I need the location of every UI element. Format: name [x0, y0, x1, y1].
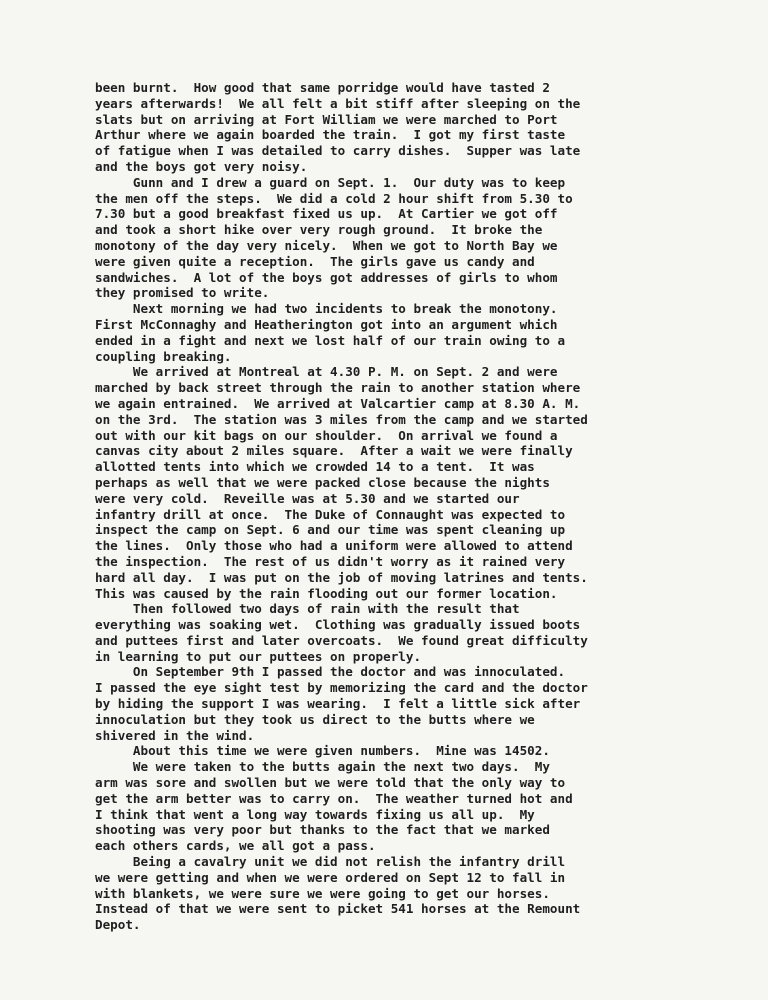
text-line: we were getting and when we were ordered on Sept 12 to fall in: [95, 869, 566, 885]
text-line: were very cold. Reveille was at 5.30 and we started our: [95, 490, 520, 506]
text-line: ended in a fight and next we lost half of our train owing to a: [95, 332, 566, 348]
text-line: monotony of the day very nicely. When we got to North Bay we: [95, 237, 558, 253]
text-line: I passed the eye sight test by memorizing the card and the doctor: [95, 680, 588, 696]
text-line: by hiding the support I was wearing. I felt a little sick after: [95, 696, 581, 712]
text-line: get the arm better was to carry on. The weather turned hot and: [95, 790, 573, 806]
text-line: the inspection. The rest of us didn't worry as it rained very: [95, 553, 566, 569]
text-line: inspect the camp on Sept. 6 and our time was spent cleaning up: [95, 522, 566, 538]
text-line: and the boys got very noisy.: [95, 158, 308, 174]
text-line: in learning to put our puttees on properly.: [95, 648, 422, 664]
text-line: We were taken to the butts again the next two days. My: [95, 759, 550, 775]
text-line: we again entrained. We arrived at Valcartier camp at 8.30 A. M.: [95, 395, 581, 411]
text-line: and puttees first and later overcoats. We found great difficulty: [95, 632, 588, 648]
text-line: each others cards, we all got a pass.: [95, 838, 376, 854]
text-line: Then followed two days of rain with the result that: [95, 601, 520, 617]
text-line: Next morning we had two incidents to break the monotony.: [95, 301, 558, 317]
text-line: shivered in the wind.: [95, 727, 255, 743]
text-line: This was caused by the rain flooding out our former location.: [95, 585, 558, 601]
text-line: slats but on arriving at Fort William we were marched to Port: [95, 111, 558, 127]
text-line: the men off the steps. We did a cold 2 hour shift from 5.30 to: [95, 190, 573, 206]
text-line: infantry drill at once. The Duke of Connaught was expected to: [95, 506, 566, 522]
text-line: they promised to write.: [95, 285, 270, 301]
text-line: the lines. Only those who had a uniform were allowed to attend: [95, 538, 573, 554]
text-line: canvas city about 2 miles square. After a wait we were finally: [95, 443, 573, 459]
text-line: Being a cavalry unit we did not relish the infantry drill: [95, 854, 566, 870]
text-line: First McConnaghy and Heatherington got into an argument which: [95, 316, 558, 332]
text-line: Instead of that we were sent to picket 541 horses at the Remount: [95, 901, 581, 917]
text-line: allotted tents into which we crowded 14 to a tent. It was: [95, 459, 535, 475]
text-line: 7.30 but a good breakfast fixed us up. At Cartier we got off: [95, 206, 558, 222]
text-line: marched by back street through the rain to another station where: [95, 380, 581, 396]
text-line: been burnt. How good that same porridge would have tasted 2: [95, 80, 550, 95]
text-line: of fatigue when I was detailed to carry dishes. Supper was late: [95, 143, 581, 159]
text-line: About this time we were given numbers. Mine was 14502.: [95, 743, 550, 759]
text-line: We arrived at Montreal at 4.30 P. M. on Sept. 2 and were: [95, 364, 558, 380]
text-line: perhaps as well that we were packed close because the nights: [95, 474, 550, 490]
typewritten-text-block: [95, 80, 710, 933]
text-line: years afterwards! We all felt a bit stiff after sleeping on the: [95, 95, 581, 111]
text-line: everything was soaking wet. Clothing was gradually issued boots: [95, 617, 581, 633]
text-line: Depot.: [95, 917, 141, 933]
text-line: I think that went a long way towards fixing us all up. My: [95, 806, 535, 822]
text-line: on the 3rd. The station was 3 miles from the camp and we started: [95, 411, 588, 427]
text-line: innoculation but they took us direct to the butts where we: [95, 711, 535, 727]
text-line: On September 9th I passed the doctor and was innoculated.: [95, 664, 566, 680]
text-line: coupling breaking.: [95, 348, 232, 364]
text-line: shooting was very poor but thanks to the fact that we marked: [95, 822, 550, 838]
text-line: were given quite a reception. The girls gave us candy and: [95, 253, 535, 269]
text-line: sandwiches. A lot of the boys got addresses of girls to whom: [95, 269, 558, 285]
text-line: hard all day. I was put on the job of moving latrines and tents.: [95, 569, 588, 585]
text-line: Arthur where we again boarded the train. I got my first taste: [95, 127, 566, 143]
text-line: and took a short hike over very rough ground. It broke the: [95, 222, 543, 238]
text-line: Gunn and I drew a guard on Sept. 1. Our duty was to keep: [95, 174, 566, 190]
text-line: with blankets, we were sure we were going to get our horses.: [95, 885, 550, 901]
text-line: arm was sore and swollen but we were told that the only way to: [95, 775, 566, 791]
text-line: out with our kit bags on our shoulder. On arrival we found a: [95, 427, 558, 443]
